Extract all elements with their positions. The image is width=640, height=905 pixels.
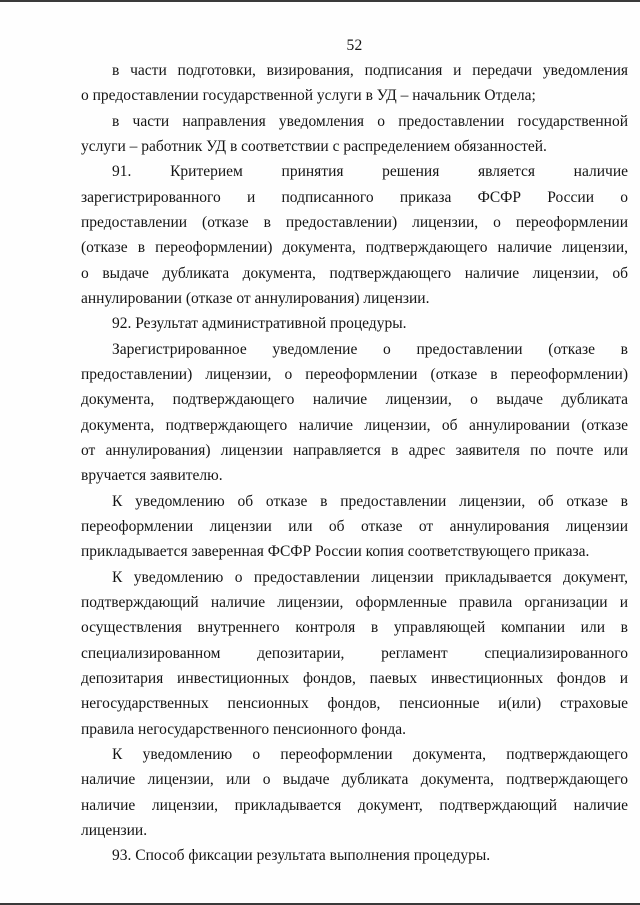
text-line: услуги – работник УД в соответствии с распределением обязанностей.: [81, 137, 547, 155]
text-line: негосударственных пенсионных фондов, пенсионные и(или) страховые: [81, 695, 628, 713]
text-line: К уведомлению о предоставлении лицензии прикладывается документ,: [112, 568, 628, 586]
text-line: в части подготовки, визирования, подписания и передачи уведомления: [112, 62, 628, 79]
text-line: подтверждающий наличие лицензии, оформленные правила организации и: [81, 593, 628, 611]
text-line: К уведомлению об отказе в предоставлении лицензии, об отказе в: [112, 492, 628, 510]
document-body: [81, 58, 628, 869]
text-line: наличие лицензии, или о выдаче дубликата документа, подтверждающего: [81, 771, 628, 789]
text-line: вручается заявителю.: [81, 467, 223, 485]
text-line: о выдаче дубликата документа, подтверждающего наличие лицензии, об: [81, 264, 628, 282]
text-line: 92. Результат административной процедуры.: [112, 315, 407, 333]
text-line: документа, подтверждающего наличие лицензии, об аннулировании (отказе: [81, 416, 628, 434]
text-line: осуществления внутреннего контроля в управляющей компании или в: [81, 619, 628, 637]
text-line: депозитария инвестиционных фондов, паевых инвестиционных фондов и: [81, 669, 628, 687]
text-line: прикладывается заверенная ФСФР России копия соответствующего приказа.: [81, 543, 590, 561]
text-line: наличие лицензии, прикладывается документ, подтверждающий наличие: [81, 796, 628, 814]
text-line: аннулировании (отказе от аннулирования) лицензии.: [81, 289, 430, 307]
text-line: К уведомлению о переоформлении документа, подтверждающего: [112, 745, 628, 763]
text-line: зарегистрированного и подписанного приказа ФСФР России о: [81, 188, 628, 206]
text-line: лицензии.: [81, 821, 148, 839]
text-line: в части направления уведомления о предоставлении государственной: [112, 112, 628, 130]
text-line: о предоставлении государственной услуги в УД – начальник Отдела;: [81, 87, 536, 105]
text-line: специализированном депозитарии, регламент специализированного: [81, 644, 628, 662]
scan-edge-top: [0, 0, 640, 2]
text-line: предоставлении (отказе в предоставлении) лицензии, о переоформлении: [81, 213, 628, 231]
text-line: предоставлении) лицензии, о переоформлении (отказе в переоформлении): [81, 365, 628, 383]
page-number: 52: [346, 37, 363, 54]
text-line: переоформлении лицензии или об отказе от аннулирования лицензии: [81, 517, 628, 535]
text-line: 91. Критерием принятия решения является наличие: [112, 163, 628, 181]
text-line: документа, подтверждающего наличие лицензии, о выдаче дубликата: [81, 391, 628, 409]
text-line: 93. Способ фиксации результата выполнения процедуры.: [112, 847, 491, 865]
text-line: (отказе в переоформлении) документа, подтверждающего наличие лицензии,: [81, 239, 628, 257]
text-line: от аннулирования) лицензии направляется в адрес заявителя по почте или: [81, 441, 628, 459]
text-line: Зарегистрированное уведомление о предоставлении (отказе в: [112, 340, 628, 358]
text-line: правила негосударственного пенсионного фонда.: [81, 720, 407, 738]
